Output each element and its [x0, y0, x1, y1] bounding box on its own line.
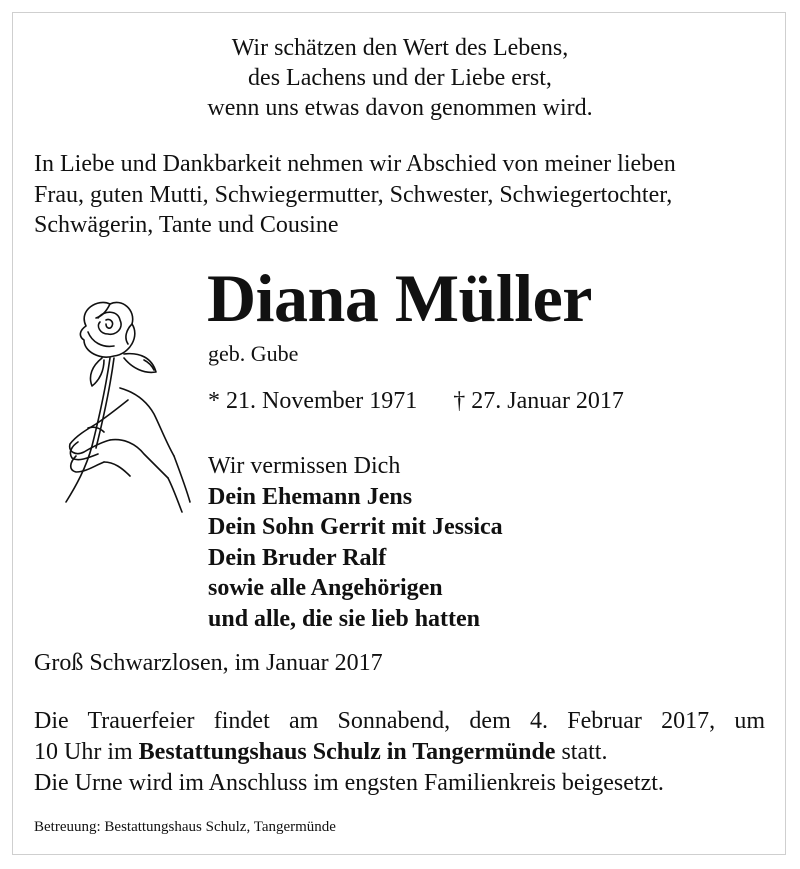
rose-in-hand-icon	[48, 296, 198, 526]
maiden-name: geb. Gube	[208, 341, 299, 366]
poem-line: Wir schätzen den Wert des Lebens,	[231, 35, 569, 61]
birth-date: * 21. November 1971	[208, 388, 418, 414]
death-date: † 27. Januar 2017	[453, 388, 624, 414]
funeral-line	[34, 737, 774, 768]
mourner-line: Dein Sohn Gerrit mit Jessica	[208, 514, 503, 540]
intro-line: In Liebe und Dankbarkeit nehmen wir Abschied von meiner lieben	[34, 151, 676, 177]
funeral-home-credit: Betreuung: Bestattungshaus Schulz, Tangermünde	[34, 819, 336, 835]
intro-line: Frau, guten Mutti, Schwiegermutter, Schwester, Schwiegertochter,	[34, 181, 673, 208]
poem-line: wenn uns etwas davon genommen wird.	[207, 95, 593, 121]
poem-line: des Lachens und der Liebe erst,	[248, 65, 552, 91]
mourners-intro: Wir vermissen Dich	[208, 453, 401, 479]
deceased-name: Diana Müller	[207, 260, 592, 336]
intro-line: Schwägerin, Tante und Cousine	[34, 212, 339, 238]
place-date: Groß Schwarzlosen, im Januar 2017	[34, 650, 383, 676]
intro-text	[34, 149, 774, 241]
funeral-line: Die Trauerfeier findet am Sonnabend, dem 4. Februar 2017, um	[34, 708, 765, 734]
funeral-venue: Bestattungshaus Schulz in Tangermünde	[138, 739, 556, 765]
poem	[0, 33, 800, 123]
funeral-text: 10 Uhr im	[34, 739, 139, 765]
mourner-line: sowie alle Angehörigen	[208, 575, 443, 601]
mourner-line: Dein Bruder Ralf	[208, 544, 387, 571]
funeral-text: statt.	[555, 739, 608, 765]
mourner-line: Dein Ehemann Jens	[208, 483, 413, 510]
funeral-info	[34, 706, 774, 799]
funeral-line: Die Urne wird im Anschluss im engsten Familienkreis beigesetzt.	[34, 770, 664, 796]
mourners	[208, 451, 503, 634]
life-dates	[208, 386, 624, 416]
mourner-line: und alle, die sie lieb hatten	[208, 605, 481, 632]
